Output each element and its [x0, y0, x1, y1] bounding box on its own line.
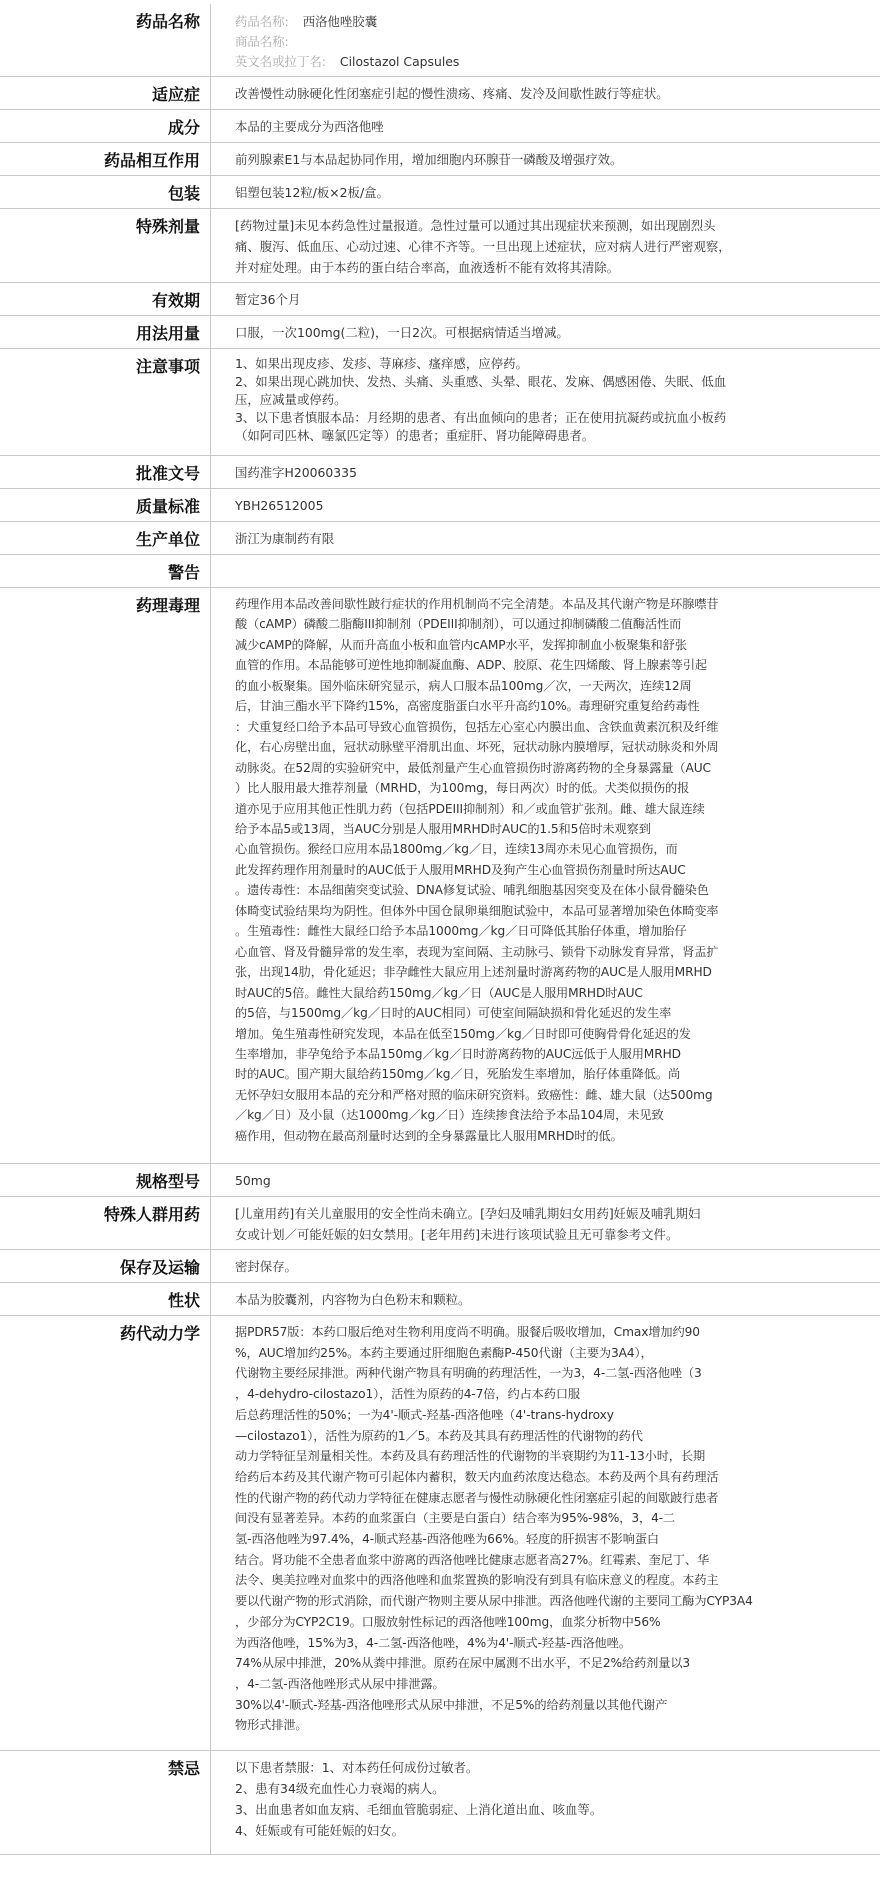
english-name-value: Cilostazol Capsules — [339, 54, 460, 69]
row-pharmacokinetics — [0, 1316, 880, 1751]
pharmacology-line: ：犬重复经口给予本品可导致心血管损伤，包括左心室心内膜出血、含铁血黄素沉积及纤维 — [235, 719, 719, 734]
value-package: 铝塑包装12粒/板×2板/盒。 — [211, 176, 880, 209]
row-package — [0, 176, 880, 209]
label-special-dose: 特殊剂量 — [0, 209, 211, 283]
pharmacokinetics-line: 给药后本药及其代谢产物可引起体内蓄积，数天内血药浓度达稳态。本药及两个具有药理活 — [235, 1469, 719, 1484]
contraindications-line: 4、妊娠或有可能妊娠的妇女。 — [235, 1823, 404, 1838]
pharmacokinetics-line: —cilostazo1），活性为原药的1／5。本药及其具有药理活性的代谢物的药代 — [235, 1428, 643, 1443]
pharmacokinetics-line: 结合。肾功能不全患者血浆中游离的西洛他唑比健康志愿者高27%。红霉素、奎尼丁、华 — [235, 1552, 710, 1567]
row-approval — [0, 456, 880, 489]
row-spec — [0, 1164, 880, 1197]
label-manufacturer: 生产单位 — [0, 522, 211, 555]
label-spec: 规格型号 — [0, 1164, 211, 1197]
pharmacology-line: 心血管、肾及骨髓异常的发生率，表现为室间隔、主动脉弓、锁骨下动脉发育异常，肾盂扩 — [235, 944, 719, 959]
pharmacology-line: 心血管损伤。猴经口应用本品1800mg／kg／日，连续13周亦未见心血管损伤，而 — [235, 842, 678, 857]
pharmacology-line: 给予本品5或13周，当AUC分别是人服用MRHD时AUC的1.5和5倍时未观察到 — [235, 821, 651, 836]
pharmacology-line: 血管的作用。本品能够可逆性地抑制凝血酶、ADP、胶原、花生四烯酸、肾上腺素等引起 — [235, 658, 708, 673]
pharmacology-line: 动脉炎。在52周的实验研究中，最低剂量产生心血管损伤时游离药物的全身暴露量（AUC — [235, 760, 711, 775]
value-special-population — [211, 1197, 880, 1250]
precautions-line: 压，应减量或停药。 — [235, 392, 347, 407]
row-precautions — [0, 349, 880, 456]
pharmacokinetics-line: 性的代谢产物的药代动力学特征在健康志愿者与慢性动脉硬化性闭塞症引起的间歇跛行患者 — [235, 1490, 719, 1505]
pharmacokinetics-line: 物形式排泄。 — [235, 1718, 308, 1733]
label-pharmacology: 药理毒理 — [0, 588, 211, 1164]
row-drug-name — [0, 4, 880, 77]
pharmacology-line: 癌作用，但动物在最高剂量时达到的全身暴露量比人服用MRHD时的低。 — [235, 1128, 623, 1143]
pharmacokinetics-line: 代谢物主要经尿排泄。两种代谢产物具有明确的药理活性，一为3，4-二氢-西洛他唑（3 — [235, 1366, 702, 1381]
row-storage — [0, 1250, 880, 1283]
row-manufacturer — [0, 522, 880, 555]
pharmacokinetics-line: %，AUC增加约25%。本药主要通过肝细胞色素酶P-450代谢（主要为3A4）， — [235, 1345, 653, 1360]
value-manufacturer: 浙江为康制药有限 — [211, 522, 880, 555]
value-appearance: 本品为胶囊剂，内容物为白色粉末和颗粒。 — [211, 1283, 880, 1316]
pharmacology-line: 道亦见于应用其他正性肌力药（包括PDEIII抑制剂）和／或血管扩张剂。雌、雄大鼠连续 — [235, 801, 705, 816]
label-package: 包装 — [0, 176, 211, 209]
label-indication: 适应症 — [0, 77, 211, 110]
pharmacology-line: 张，出现14肋，骨化延迟；非孕雌性大鼠应用上述剂量时游离药物的AUC是人服用MRHD — [235, 965, 712, 980]
pharmacology-line: 药理作用本品改善间歇性跛行症状的作用机制尚不完全清楚。本品及其代谢产物是环腺噤苷 — [235, 597, 719, 611]
pharmacokinetics-line: 动力学特征呈剂量相关性。本药及具有药理活性的代谢物的半衰期约为11-13小时，长期 — [235, 1449, 706, 1464]
special-dose-line: 并对症处理。由于本药的蛋白结合率高，血液透析不能有效将其清除。 — [235, 260, 620, 275]
pharmacology-line: 时AUC的5倍。雌性大鼠给药150mg／kg／日（AUC是人服用MRHD时AUC — [235, 985, 643, 1000]
pharmacokinetics-line: ，少部分为CYP2C19。口服放射性标记的西洛他唑100mg，血浆分析物中56% — [235, 1614, 661, 1629]
precautions-line: 3、以下患者慎服本品：月经期的患者、有出血倾向的患者；正在使用抗凝药或抗血小板药 — [235, 410, 727, 425]
pharmacokinetics-line: ，4-dehydro-cilostazo1），活性为原药的4-7倍，约占本药口服 — [235, 1387, 581, 1402]
pharmacokinetics-line: 后总药理活性的50%；一为4'-顺式-羟基-西洛他唑（4'-trans-hydroxy — [235, 1407, 614, 1422]
value-pharmacology — [211, 588, 880, 1164]
pharmacokinetics-line: 74%从尿中排泄，20%从粪中排泄。原药在尿中属测不出水平，不足2%给药剂量以3 — [235, 1656, 691, 1671]
value-usage: 口服，一次100mg(二粒)，一日2次。可根据病情适当增减。 — [211, 316, 880, 349]
value-validity: 暂定36个月 — [211, 283, 880, 316]
precautions-line: （如阿司匹林、噻氯匹定等）的患者；重症肝、肾功能障碍患者。 — [235, 428, 595, 443]
precautions-line: 1、如果出现皮疹、发疹、荨麻疹、瘙痒感，应停药。 — [235, 356, 528, 371]
pharmacology-line: 时的AUC。围产期大鼠给药150mg／kg／日，死胎发生率增加，胎仔体重降低。尚 — [235, 1067, 681, 1082]
label-precautions: 注意事项 — [0, 349, 211, 456]
value-standard: YBH26512005 — [211, 489, 880, 522]
pharmacology-line: 此发挥药理作用剂量时的AUC低于人服用MRHD及狗产生心血管损伤剂量时所达AUC — [235, 862, 686, 877]
pharmacokinetics-line: 氢-西洛他唑为97.4%，4-顺式羟基-西洛他唑为66%。轻度的肝损害不影响蛋白 — [235, 1532, 660, 1547]
value-interaction: 前列腺素E1与本品起协同作用，增加细胞内环腺苷一磷酸及增强疗效。 — [211, 143, 880, 176]
pharmacology-line: ）比人服用最大推荐剂量（MRHD，为100mg，每日两次）时的低。犬类似损伤的报 — [235, 781, 690, 796]
pharmacology-line: 体畸变试验结果均为阴性。但体外中国仓鼠卵巢细胞试验中，本品可显著增加染色体畸变率 — [235, 903, 719, 918]
special-dose-line: 痛、腹泻、低血压、心动过速、心律不齐等。一旦出现上述症状，应对病人进行严密观察， — [235, 239, 731, 254]
pharmacology-line: 生率增加，非孕兔给予本品150mg／kg／日时游离药物的AUC远低于人服用MRHD — [235, 1046, 681, 1061]
label-pharmacokinetics: 药代动力学 — [0, 1316, 211, 1751]
pharmacology-line: 的血小板聚集。国外临床研究显示，病人口服本品100mg／次，一天两次，连续12周 — [235, 678, 692, 693]
row-warning — [0, 555, 880, 588]
pharmacology-line: 。生殖毒性：雌性大鼠经口给予本品1000mg／kg／日可降低其胎仔体重，增加胎仔 — [235, 924, 687, 939]
special-population-line: 女或计划／可能妊娠的妇女禁用。[老年用药]未进行该项试验且无可靠参考文件。 — [235, 1227, 679, 1242]
pharmacology-line: 。遗传毒性：本品细菌突变试验、DNA修复试验、哺乳细胞基因突变及在体小鼠骨髓染色 — [235, 883, 709, 898]
row-appearance — [0, 1283, 880, 1316]
contraindications-line: 3、出血患者如血友病、毛细血管脆弱症、上消化道出血、咳血等。 — [235, 1802, 603, 1817]
value-approval: 国药准字H20060335 — [211, 456, 880, 489]
pharmacology-line: 增加。兔生殖毒性研究发现，本品在低至150mg／kg／日时即可使胸骨骨化延迟的发 — [235, 1026, 691, 1041]
contraindications-line: 以下患者禁服：1、对本药任何成份过敏者。 — [235, 1760, 479, 1775]
label-interaction: 药品相互作用 — [0, 143, 211, 176]
label-warning: 警告 — [0, 555, 211, 588]
row-contraindications — [0, 1751, 880, 1855]
pharmacokinetics-line: 据PDR57版：本药口服后绝对生物利用度尚不明确。服餐后吸收增加，Cmax增加约90 — [235, 1325, 700, 1339]
special-dose-line: [药物过量]未见本药急性过量报道。急性过量可以通过其出现症状来预测，如出现剧烈头 — [235, 218, 716, 233]
contraindications-line: 2、患有34级充血性心力衰竭的病人。 — [235, 1781, 445, 1796]
generic-name-value: 西洛他唑胶囊 — [302, 14, 378, 29]
row-validity — [0, 283, 880, 316]
english-name-key: 英文名或拉丁名: — [235, 54, 326, 69]
pharmacology-line: 酸（cAMP）磷酸二脂酶III抑制剂（PDEIII抑制剂），可以通过抑制磷酸二值酶活性而 — [235, 617, 682, 632]
value-ingredient: 本品的主要成分为西洛他唑 — [211, 110, 880, 143]
value-precautions — [211, 349, 880, 456]
label-approval: 批准文号 — [0, 456, 211, 489]
value-special-dose — [211, 209, 880, 283]
precautions-line: 2、如果出现心跳加快、发热、头痛、头重感、头晕、眼花、发麻、偶感困倦、失眠、低血 — [235, 374, 727, 389]
pharmacology-line: 无怀孕妇女服用本品的充分和严格对照的临床研究资料。致癌性：雌、雄大鼠（达500mg — [235, 1087, 713, 1102]
value-indication: 改善慢性动脉硬化性闭塞症引起的慢性溃疡、疼痛、发冷及间歇性跛行等症状。 — [211, 77, 880, 110]
special-population-line: [儿童用药]有关儿童服用的安全性尚未确立。[孕妇及哺乳期妇女用药]妊娠及哺乳期妇 — [235, 1206, 701, 1221]
label-ingredient: 成分 — [0, 110, 211, 143]
label-contraindications: 禁忌 — [0, 1751, 211, 1855]
pharmacology-line: ／kg／日）及小鼠（达1000mg／kg／日）连续掺食法给予本品104周，未见致 — [235, 1108, 664, 1123]
pharmacology-line: 减少cAMP的降解，从而升高血小板和血管内cAMP水平，发挥抑制血小板聚集和舒张 — [235, 637, 687, 652]
row-indication — [0, 77, 880, 110]
row-pharmacology — [0, 588, 880, 1164]
pharmacology-line: 化，右心房壁出血，冠状动脉壁平滑肌出血、坏死，冠状动脉内膜增厚，冠状动脉炎和外周 — [235, 740, 719, 755]
pharmacology-line: 的5倍，与1500mg／kg／日时的AUC相同）可使室间隔缺损和骨化延迟的发生率 — [235, 1006, 672, 1021]
pharmacokinetics-line: ，4-二氢-西洛他唑形式从尿中排泄露。 — [235, 1676, 445, 1691]
drug-info-table — [0, 4, 880, 1855]
label-special-population: 特殊人群用药 — [0, 1197, 211, 1250]
row-interaction — [0, 143, 880, 176]
pharmacokinetics-line: 为西洛他唑，15%为3，4-二氢-西洛他唑，4%为4'-顺式-羟基-西洛他唑。 — [235, 1635, 631, 1650]
value-warning — [211, 555, 880, 588]
value-spec: 50mg — [211, 1164, 880, 1197]
label-appearance: 性状 — [0, 1283, 211, 1316]
row-special-dose — [0, 209, 880, 283]
pharmacokinetics-line: 间没有显著差异。本药的血浆蛋白（主要是白蛋白）结合率为95%-98%，3，4-二 — [235, 1511, 676, 1526]
value-contraindications — [211, 1751, 880, 1855]
row-standard — [0, 489, 880, 522]
row-ingredient — [0, 110, 880, 143]
pharmacology-line: 后，甘油三酯水平下降约15%，高密度脂蛋白水平升高约10%。毒理研究重复给药毒性 — [235, 699, 700, 714]
value-drug-name — [211, 4, 880, 77]
label-drug-name: 药品名称 — [0, 4, 211, 77]
value-storage: 密封保存。 — [211, 1250, 880, 1283]
generic-name-key: 药品名称: — [235, 14, 289, 29]
trade-name-key: 商品名称: — [235, 34, 289, 49]
label-usage: 用法用量 — [0, 316, 211, 349]
pharmacokinetics-line: 30%以4'-顺式-羟基-西洛他唑形式从尿中排泄，不足5%的给药剂量以其他代谢产 — [235, 1697, 668, 1712]
row-special-population — [0, 1197, 880, 1250]
label-validity: 有效期 — [0, 283, 211, 316]
label-standard: 质量标准 — [0, 489, 211, 522]
pharmacokinetics-line: 要以代谢产物的形式消除，而代谢产物则主要从尿中排泄。西洛他唑代谢的主要同工酶为CYP3A4 — [235, 1594, 753, 1609]
value-pharmacokinetics — [211, 1316, 880, 1751]
row-usage — [0, 316, 880, 349]
label-storage: 保存及运输 — [0, 1250, 211, 1283]
pharmacokinetics-line: 法令、奥美拉唑对血浆中的西洛他唑和血浆置换的影响没有到具有临床意义的程度。本药主 — [235, 1573, 719, 1588]
